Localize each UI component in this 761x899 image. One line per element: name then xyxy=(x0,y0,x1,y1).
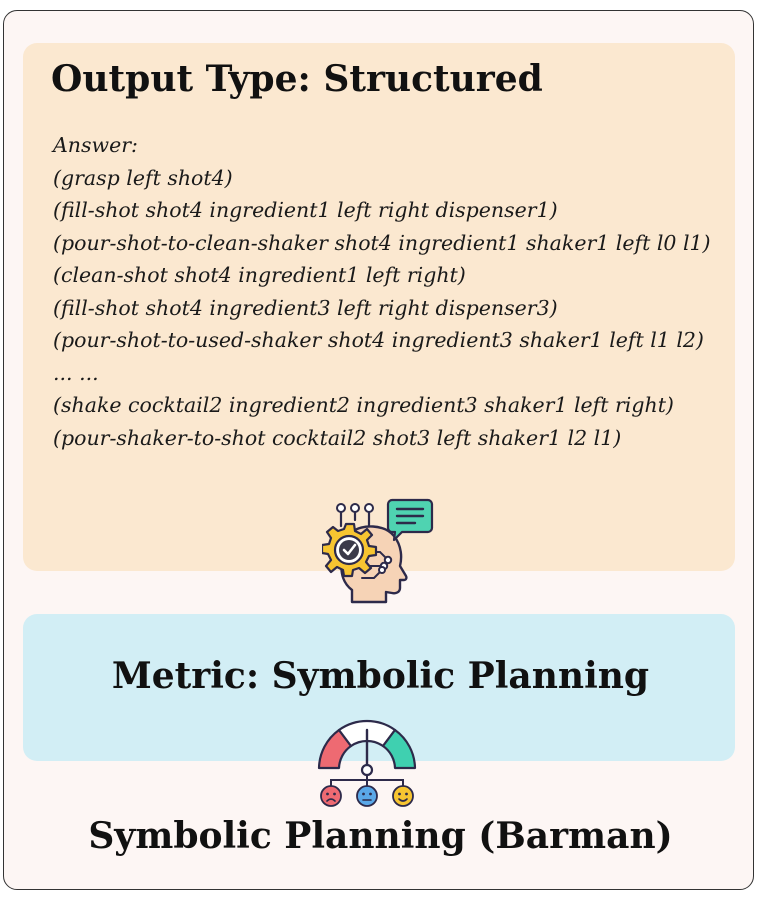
answer-ellipsis: ... ... xyxy=(53,360,99,385)
metric-title: Metric: Symbolic Planning xyxy=(111,655,650,697)
output-type-title: Output Type: Structured xyxy=(51,58,543,100)
answer-line: (clean-shot shot4 ingredient1 left right) xyxy=(53,263,466,287)
answer-block xyxy=(53,129,711,454)
footer-title: Symbolic Planning (Barman) xyxy=(88,815,673,857)
brain-gear-chat-icon xyxy=(322,496,434,606)
satisfaction-gauge-icon xyxy=(311,716,423,812)
answer-line: (pour-shot-to-used-shaker shot4 ingredient3 shaker1 left l1 l2) xyxy=(53,328,704,352)
answer-line: (fill-shot shot4 ingredient1 left right dispenser1) xyxy=(53,198,558,222)
answer-line: (shake cocktail2 ingredient2 ingredient3 shaker1 left right) xyxy=(53,393,674,417)
answer-line: (pour-shaker-to-shot cocktail2 shot3 left shaker1 l2 l1) xyxy=(53,425,622,450)
answer-line: (pour-shot-to-clean-shaker shot4 ingredient1 shaker1 left l0 l1) xyxy=(53,230,711,255)
answer-line: (fill-shot shot4 ingredient3 left right dispenser3) xyxy=(53,295,558,320)
answer-label: Answer: xyxy=(53,133,138,157)
answer-line: (grasp left shot4) xyxy=(53,165,233,190)
